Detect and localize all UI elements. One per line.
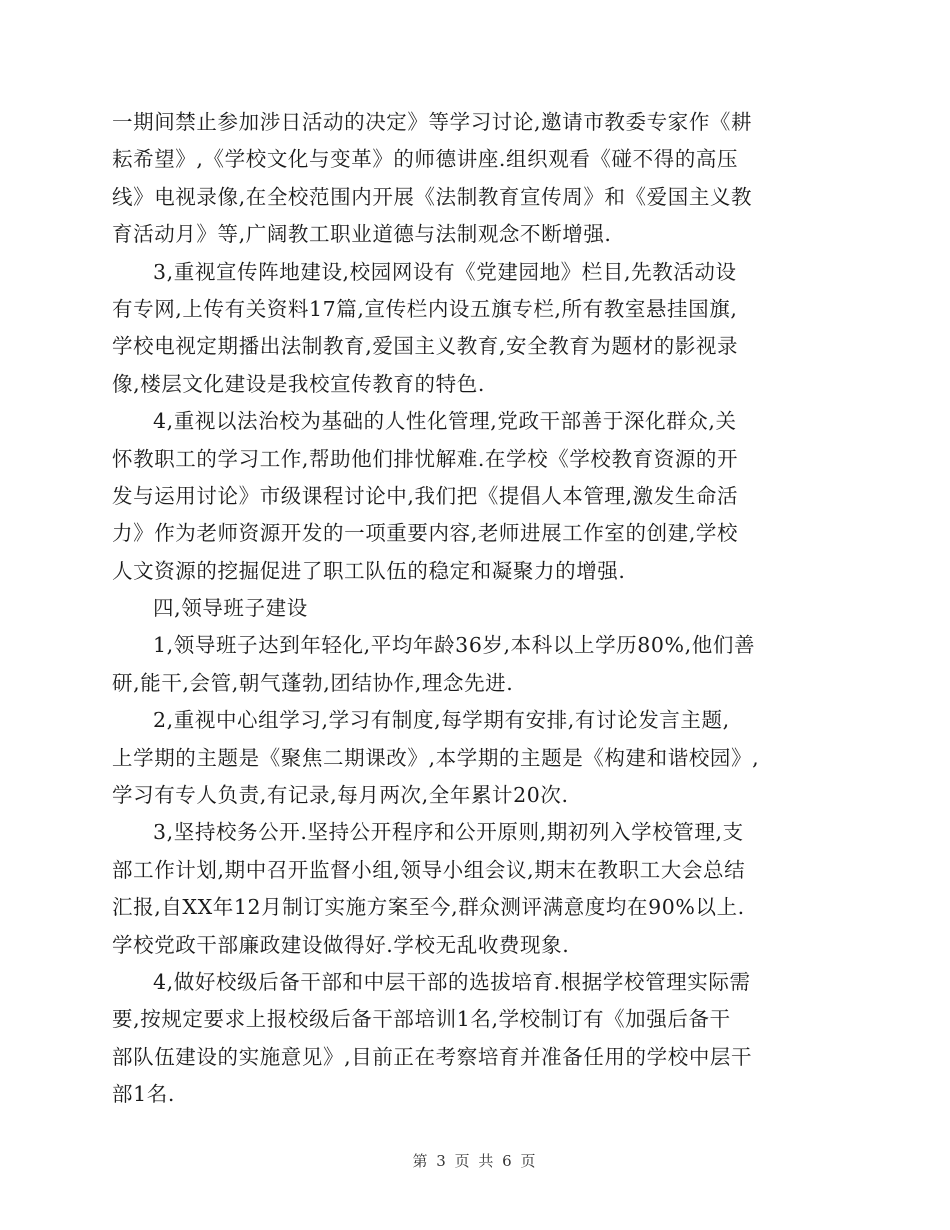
text-line: 线》电视录像,在全校范围内开展《法制教育宣传周》和《爱国主义教 <box>112 184 753 209</box>
text-line: 发与运用讨论》市级课程讨论中,我们把《提倡人本管理,激发生命活 <box>112 483 739 508</box>
text-line: 1,领导班子达到年轻化,平均年龄36岁,本科以上学历80%,他们善 <box>153 633 756 658</box>
text-line: 有专网,上传有关资料17篇,宣传栏内设五旗专栏,所有教室悬挂国旗, <box>112 296 738 321</box>
text-line: 部工作计划,期中召开监督小组,领导小组会议,期末在教职工大会总结 <box>112 857 746 882</box>
page-number-footer: 第 3 页 共 6 页 <box>412 1152 538 1170</box>
text-line: 学习有专人负责,有记录,每月两次,全年累计20次. <box>112 783 569 808</box>
text-line: 4,重视以法治校为基础的人性化管理,党政干部善于深化群众,关 <box>153 409 737 434</box>
text-line: 怀教职工的学习工作,帮助他们排忧解难.在学校《学校教育资源的开 <box>112 446 739 471</box>
document-body <box>112 104 842 1114</box>
text-line: 学校党政干部廉政建设做得好.学校无乱收费现象. <box>112 932 570 957</box>
text-line: 4,做好校级后备干部和中层干部的选拔培育.根据学校管理实际需 <box>153 969 751 994</box>
text-line: 一期间禁止参加涉日活动的决定》等学习讨论,邀请市教委专家作《耕 <box>112 110 753 134</box>
text-line: 要,按规定要求上报校级后备干部培训1名,学校制订有《加强后备干 <box>112 1007 731 1032</box>
text-line: 研,能干,会管,朝气蓬勃,团结协作,理念先进. <box>112 670 514 695</box>
text-line: 3,重视宣传阵地建设,校园网设有《党建园地》栏目,先教活动设 <box>153 259 737 284</box>
text-line: 学校电视定期播出法制教育,爱国主义教育,安全教育为题材的影视录 <box>112 334 739 359</box>
text-line: 像,楼层文化建设是我校宣传教育的特色. <box>112 371 485 396</box>
text-line: 上学期的主题是《聚焦二期课改》,本学期的主题是《构建和谐校园》, <box>112 745 760 770</box>
text-line: 汇报,自XX年12月制订实施方案至今,群众测评满意度均在90%以上. <box>112 895 745 920</box>
text-line: 四,领导班子建设 <box>153 596 308 621</box>
text-line: 2,重视中心组学习,学习有制度,每学期有安排,有讨论发言主题, <box>153 708 730 733</box>
text-line: 部1名. <box>112 1082 175 1107</box>
text-line: 部队伍建设的实施意见》,目前正在考察培育并准备任用的学校中层干 <box>112 1044 753 1069</box>
text-line: 耘希望》,《学校文化与变革》的师德讲座.组织观看《碰不得的高压 <box>112 147 739 172</box>
text-line: 育活动月》等,广阔教工职业道德与法制观念不断增强. <box>112 222 612 247</box>
text-line: 3,坚持校务公开.坚持公开程序和公开原则,期初列入学校管理,支 <box>153 820 744 845</box>
text-line: 力》作为老师资源开发的一项重要内容,老师进展工作室的创建,学校 <box>112 521 739 546</box>
text-line: 人文资源的挖掘促进了职工队伍的稳定和凝聚力的增强. <box>112 558 626 583</box>
